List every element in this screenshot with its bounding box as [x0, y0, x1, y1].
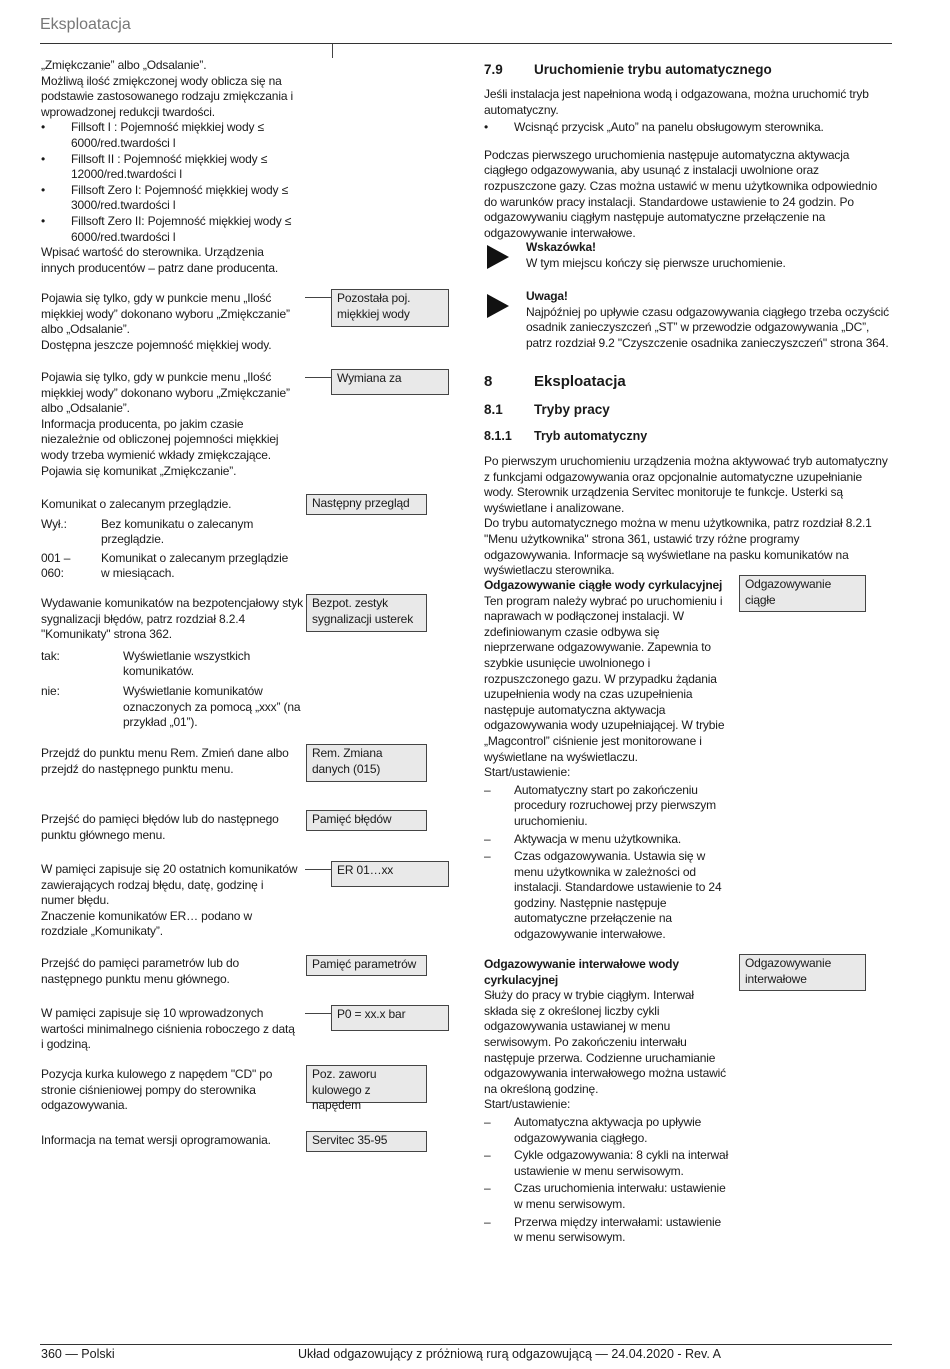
display-box-er: ER 01…xx — [331, 861, 449, 887]
relay-text: Wydawanie komunikatów na bezpotencjałowy styk sygnalizacji błędów, patrz rozdział 8.2.4 "Komunikaty" strona 362. — [41, 596, 303, 642]
display-box-next-service: Następny przegląd — [306, 494, 427, 515]
display-box-relay: Bezpot. zestyk sygnalizacji usterek — [306, 594, 427, 632]
interval-title: Odgazowywanie interwałowe wody cyrkulacyjnej — [484, 957, 679, 987]
section-title: Uruchomienie trybu automatycznego — [534, 62, 772, 77]
leader-line — [305, 377, 332, 378]
display-box-continuous: Odgazowywanie ciągłe — [739, 575, 866, 612]
display-box-parameter-memory: Pamięć parametrów — [306, 955, 427, 976]
remaining-description — [41, 291, 299, 353]
enter-value-text: Wpisać wartość do sterownika. Urządzenia innych producentów – patrz dane producenta. — [41, 245, 279, 275]
display-box-valve: Poz. zaworu kulowego z napędem — [306, 1065, 427, 1103]
paragraph: Do trybu automatycznego można w menu użytkownika, patrz rozdział 8.2.1 "Menu użytkownika" strona 361, ustawić trzy różne programy odgazowywania. Informacje są wyświetlane na pasku komunikatów na wyświetlaczu sterownika. — [484, 516, 872, 578]
replace-text: Pojawia się tylko, gdy w punkcie menu „Ilość miękkiej wody” dokonano wyboru „Zmiękczanie” albo „Odsalanie”. — [41, 370, 290, 416]
left-intro — [41, 58, 296, 276]
display-box-interval: Odgazowywanie interwałowe — [739, 954, 866, 991]
list-item: – Aktywacja w menu użytkownika. — [484, 832, 730, 848]
relay-item — [41, 684, 303, 731]
leader-line — [305, 1013, 332, 1014]
list-item: • Fillsoft I : Pojemność miękkiej wody ≤ 6000/red.twardości l — [41, 120, 296, 151]
service-text: Komunikat o zalecanym przeglądzie. — [41, 497, 232, 511]
list-item: – Automatyczny start po zakończeniu procedury rozruchowej przy pierwszym uruchomieniu. — [484, 783, 730, 830]
section-title: Eksploatacja — [534, 373, 626, 390]
er-description — [41, 862, 299, 940]
service-item-value: Bez komunikatu o zalecanym przeglądzie. — [101, 516, 254, 547]
display-box-rem: Rem. Zmiana danych (015) — [306, 744, 427, 782]
relay-item-key: tak: — [41, 648, 60, 663]
relay-item-value: Wyświetlanie wszystkich komunikatów. — [123, 648, 251, 679]
service-item — [41, 517, 299, 548]
valve-text: Pozycja kurka kulowego z napędem "CD" po stronie ciśnieniowej pompy do sterownika odgazowywania. — [41, 1067, 273, 1113]
header-rule — [40, 43, 892, 44]
section-number: 8.1 — [484, 402, 503, 417]
relay-item-value: Wyświetlanie komunikatów oznaczonych za pomocą „xxx” (na przykład „01”). — [123, 683, 301, 730]
relay-item — [41, 649, 303, 680]
hint-text: W tym miejscu kończy się pierwsze uruchomienie. — [526, 255, 786, 270]
section-number: 8.1.1 — [484, 429, 512, 443]
section-7-9-body — [484, 87, 889, 241]
footer-document-title: Układ odgazowujący z próżniową rurą odgazowującą — 24.04.2020 - Rev. A — [298, 1347, 721, 1361]
display-box-error-memory: Pamięć błędów — [306, 810, 427, 831]
warning-text: Najpóźniej po upływie czasu odgazowywania ciągłego trzeba oczyścić osadnik zanieczyszczeń „ST” w przewodzie odgazowywania „DC”, patrz rozdział 9.2 "Czyszczenie osadnika zanieczyszczeń" strona 364. — [526, 304, 889, 350]
continuous-degassing — [484, 578, 730, 943]
section-title: Tryby pracy — [534, 402, 610, 417]
er-text-2: Znaczenie komunikatów ER… podano w rozdziale „Komunikaty”. — [41, 908, 253, 939]
service-item-key: Wył.: — [41, 516, 67, 531]
section-8-1-1-heading — [484, 429, 647, 443]
section-8-1-heading — [484, 402, 610, 417]
error-memory-text: Przejść do pamięci błędów lub do następnego punktu głównego menu. — [41, 812, 279, 842]
section-title: Tryb automatyczny — [534, 429, 648, 443]
paragraph: Po pierwszym uruchomieniu urządzenia można aktywować tryb automatyczny z funkcjami odgazowywania oraz opcjonalnie automatyczne uzupełnianie wody. Sterownik urządzenia Servitec monitoruje te funkcje. Usterki są wyświetlane i analizowane. — [484, 454, 888, 515]
footer-rule — [40, 1344, 892, 1345]
interval-list — [484, 1115, 730, 1246]
leader-line — [305, 297, 332, 298]
rem-text: Przejdź do punktu menu Rem. Zmień dane albo przejdź do następnego punktu menu. — [41, 746, 289, 776]
leader-line — [305, 869, 332, 870]
fillsoft-list — [41, 120, 296, 245]
list-item: • Fillsoft Zero I: Pojemność miękkiej wody ≤ 3000/red.twardości l — [41, 183, 296, 214]
interval-text: Służy do pracy w trybie ciągłym. Interwał składa się z określonej liczby cykli odgazowywania ustawianej w menu serwisowym. Po zakończeniu interwału następuje przerwa. Codzienne uruchamianie odgazowywania interwałowego można ustawić na określoną godzinę. — [484, 988, 726, 1096]
hint-arrow-icon — [487, 245, 509, 269]
list-item: • Fillsoft Zero II: Pojemność miękkiej wody ≤ 6000/red.twardości l — [41, 214, 296, 245]
relay-item-key: nie: — [41, 683, 60, 698]
continuous-title: Odgazowywanie ciągłe wody cyrkulacyjnej — [484, 578, 723, 592]
parameter-memory-text: Przejść do pamięci parametrów lub do następnego punktu menu głównego. — [41, 956, 240, 986]
service-item-key: 001 – 060: — [41, 550, 71, 581]
section-8-heading — [484, 373, 626, 390]
hint-title: Wskazówka! — [526, 240, 596, 254]
list-item: – Przerwa między interwałami: ustawienie w menu serwisowym. — [484, 1215, 730, 1246]
interval-start-label: Start/ustawienie: — [484, 1097, 571, 1112]
intro-paragraph: Możliwą ilość zmiękczonej wody oblicza się na podstawie zastosowanego rodzaju zmiękczania i wprowadzonej redukcji twardości. — [41, 73, 294, 119]
remaining-text-2: Dostępna jeszcze pojemność miękkiej wody. — [41, 337, 272, 352]
page-header-title: Eksploatacja — [40, 16, 131, 33]
list-item: – Czas odgazowywania. Ustawia się w menu użytkownika w zależności od instalacji. Standardowe ustawienie to 24 godziny. Następnie następuje automatyczne przełączenie na odgazowywanie interwałowe. — [484, 849, 730, 943]
paragraph: Jeśli instalacja jest napełniona wodą i odgazowana, można uruchomić tryb automatyczny. — [484, 87, 869, 117]
footer-page-number: 360 — Polski — [41, 1347, 115, 1361]
continuous-start-label: Start/ustawienie: — [484, 765, 571, 780]
display-box-replace: Wymiana za — [331, 369, 449, 395]
continuous-list — [484, 783, 730, 943]
service-item-value: Komunikat o zalecanym przeglądzie w miesiącach. — [101, 550, 289, 581]
list-item: – Cykle odgazowywania: 8 cykli na interwał ustawienie w menu serwisowym. — [484, 1148, 730, 1179]
warning-arrow-icon — [487, 294, 509, 318]
section-number: 8 — [484, 373, 493, 390]
leader-line — [332, 44, 333, 58]
display-box-software: Servitec 35-95 — [306, 1131, 427, 1152]
list-item: • Fillsoft II : Pojemność miękkiej wody ≤ 12000/red.twardości l — [41, 152, 296, 183]
replace-text-2: Informacja producenta, po jakim czasie niezależnie od obliczonej pojemności miękkiej wody trzeba wymienić wkłady zmiękczające. Pojawia się komunikat „Zmiękczanie”. — [41, 416, 279, 478]
hint-note — [526, 240, 891, 271]
interval-degassing — [484, 957, 730, 1246]
section-8-1-1-body — [484, 454, 889, 579]
service-item — [41, 551, 299, 582]
software-text: Informacja na temat wersji oprogramowania. — [41, 1133, 271, 1147]
bullet-list — [484, 120, 889, 136]
list-item: – Czas uruchomienia interwału: ustawienie w menu serwisowym. — [484, 1181, 730, 1212]
service-description — [41, 497, 299, 582]
section-7-9-heading — [484, 62, 772, 77]
section-number: 7.9 — [484, 62, 503, 77]
warning-note — [526, 289, 891, 351]
continuous-text: Ten program należy wybrać po uruchomieniu i naprawach w podłączonej instalacji. W zdefiniowanym czasie odbywa się nieprzerwane odgazowywanie. Zapewnia to szybkie usunięcie uwolnionego i rozpuszczonego gazu. W przypadku żądania uzupełnienia wody na czas uzupełnienia następuje automatyczna aktywacja odgazowywania wody uzupełniającej. W trybie „Magcontrol” ciśnienie jest monitorowane i wyświetlane na wyświetlaczu. — [484, 593, 725, 764]
list-item: • Wcisnąć przycisk „Auto” na panelu obsługowym sterownika. — [484, 120, 889, 136]
replace-description — [41, 370, 299, 479]
display-box-p0: P0 = xx.x bar — [331, 1005, 449, 1031]
er-text: W pamięci zapisuje się 20 ostatnich komunikatów zawierających rodzaj błędu, datę, godzinę i numer błędu. — [41, 862, 298, 908]
p0-text: W pamięci zapisuje się 10 wprowadzonych wartości minimalnego ciśnienia roboczego z datą i godziną. — [41, 1006, 295, 1052]
warning-title: Uwaga! — [526, 289, 568, 303]
intro-line: „Zmiękczanie” albo „Odsalanie”. — [41, 58, 207, 72]
display-box-remaining: Pozostała poj. miękkiej wody — [331, 289, 449, 327]
remaining-text: Pojawia się tylko, gdy w punkcie menu „Ilość miękkiej wody” dokonano wyboru „Zmiękczanie” albo „Odsalanie”. — [41, 291, 290, 337]
paragraph: Podczas pierwszego uruchomienia następuje automatyczna aktywacja ciągłego odgazowywania, aby usunąć z instalacji uwolnione oraz rozpuszczone gazy. Czas można ustawić w menu użytkownika odpowiednio do warunków pracy instalacji. Standardowe ustawienie to 24 godzin. Po odgazowywaniu ciągłym następuje automatyczne przełączenie na odgazowywanie interwałowe. — [484, 147, 878, 240]
list-item: – Automatyczna aktywacja po upływie odgazowywania ciągłego. — [484, 1115, 730, 1146]
relay-description — [41, 596, 303, 731]
